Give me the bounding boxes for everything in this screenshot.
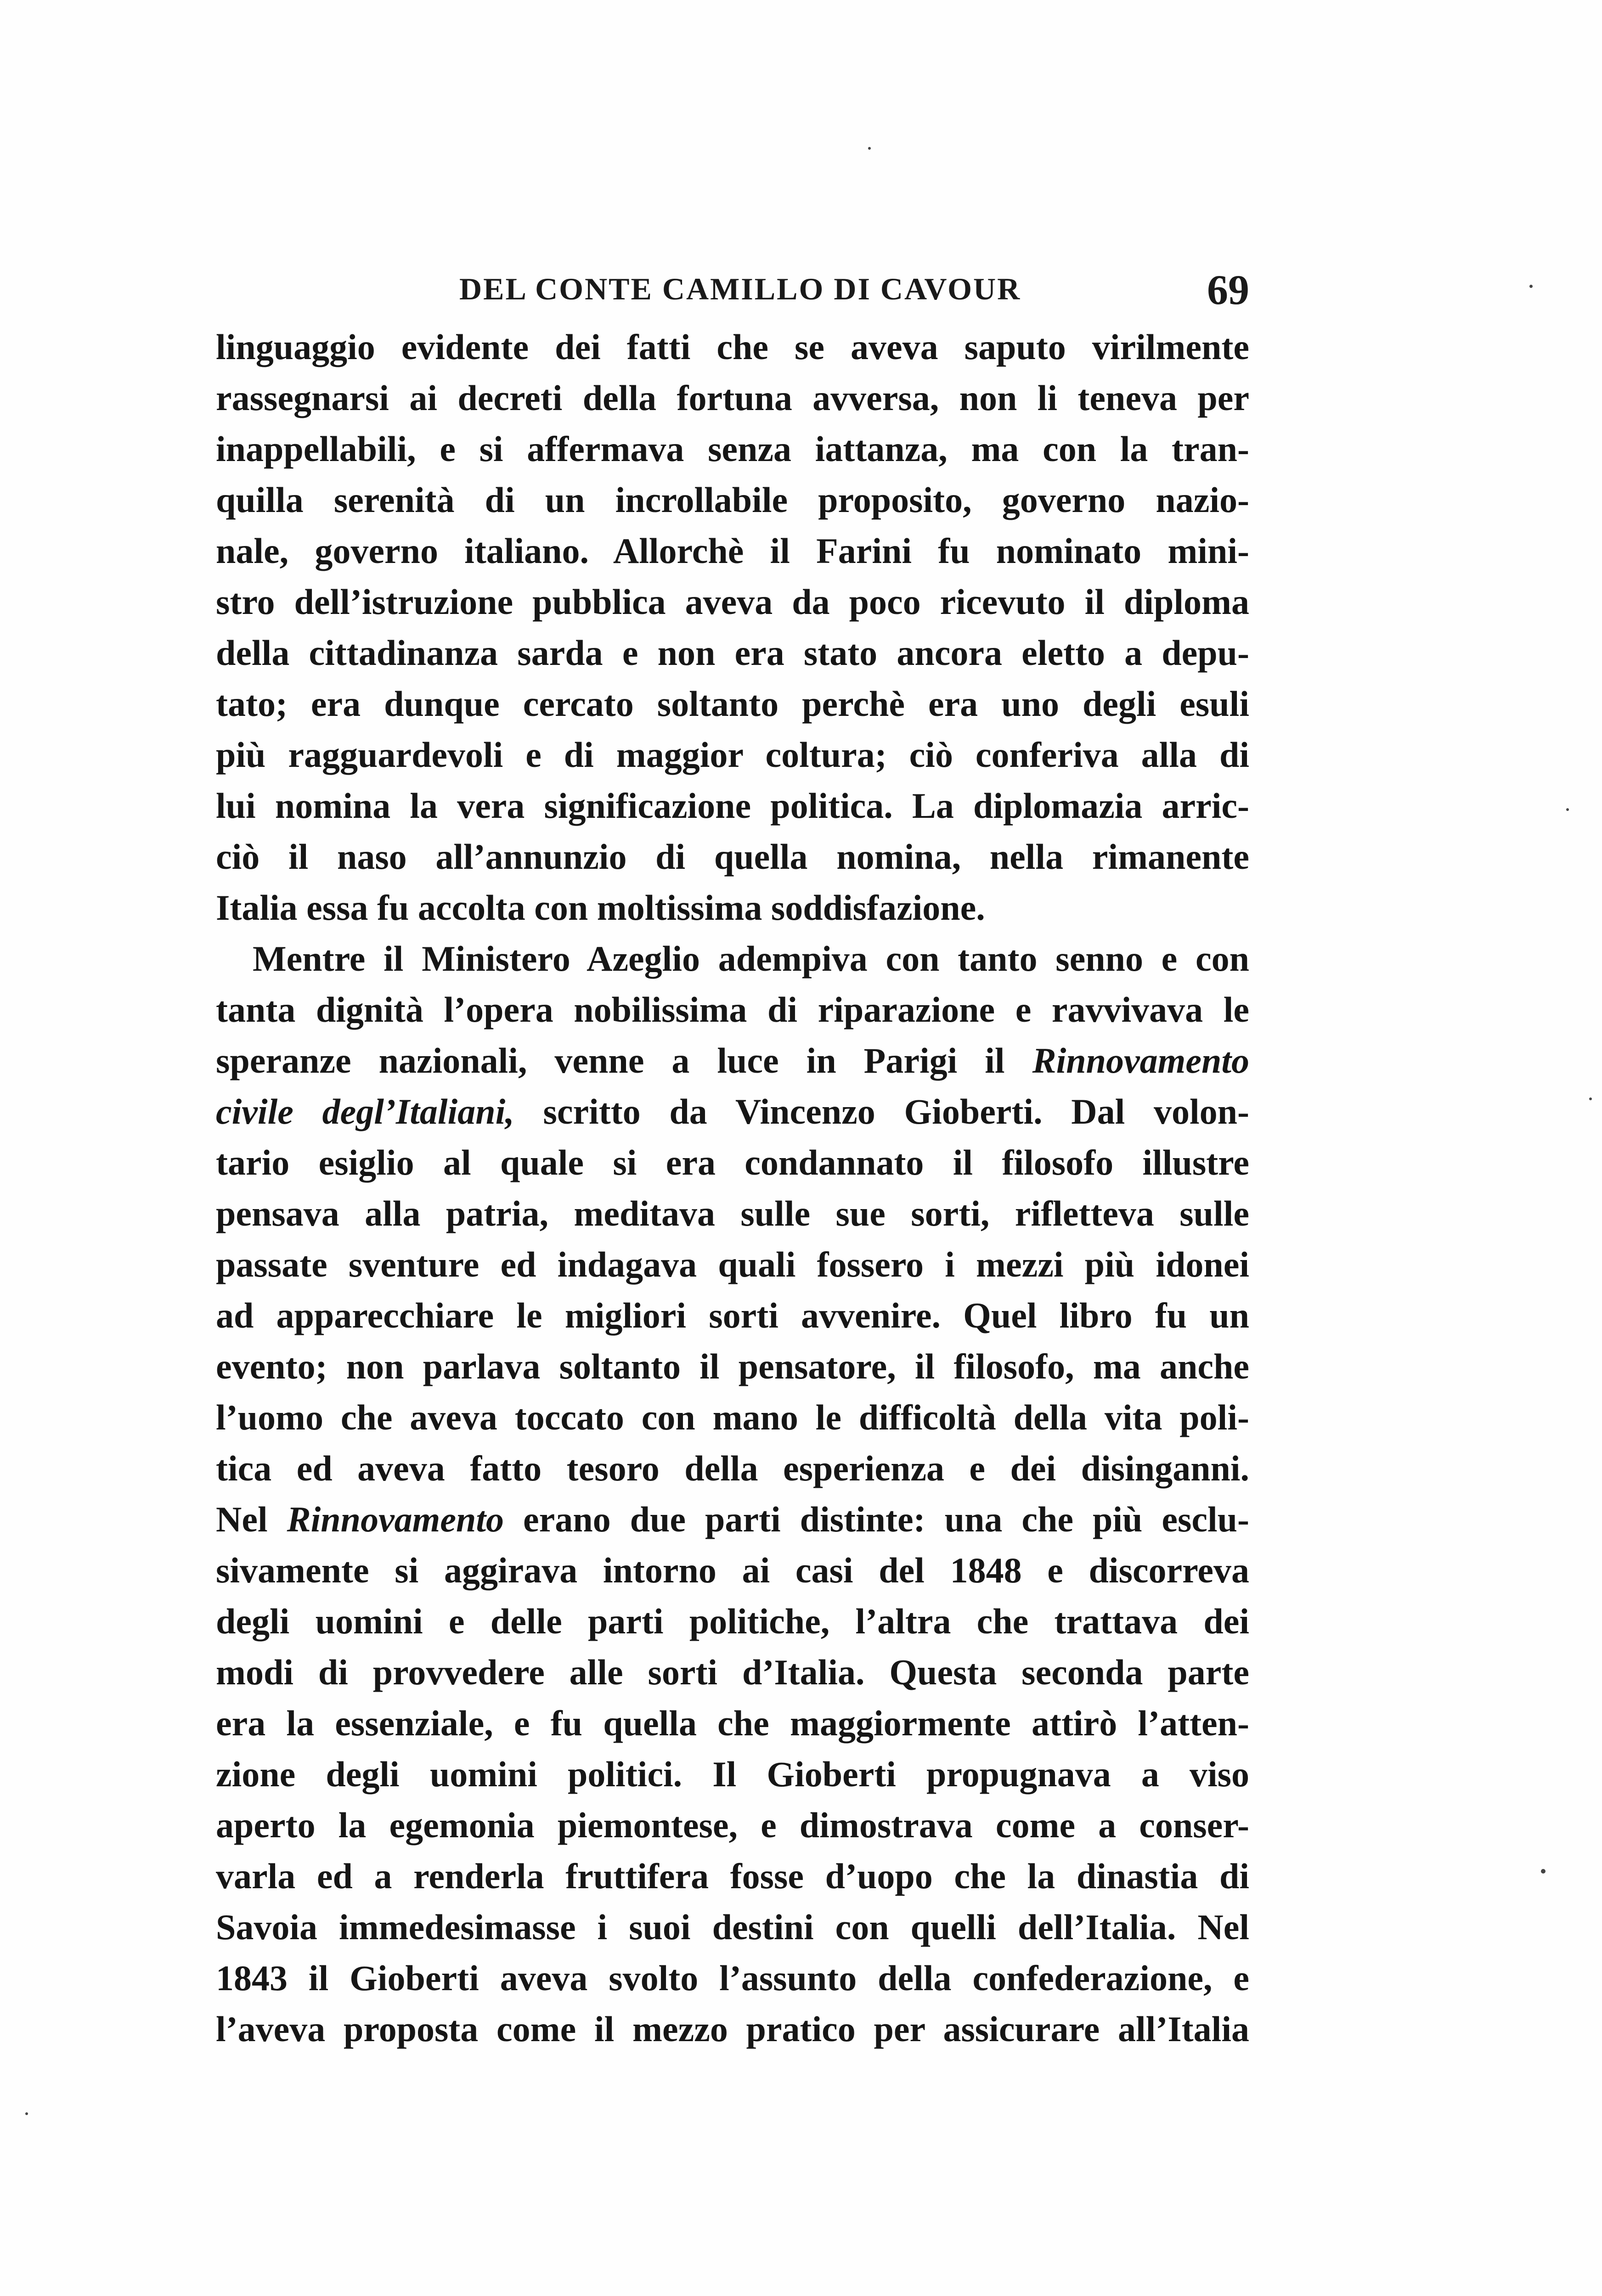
paper-speck bbox=[1541, 1869, 1546, 1874]
text-line: degli uomini e delle parti politiche, l’altra che trattava dei bbox=[216, 1601, 1249, 1641]
paper-speck bbox=[25, 2112, 28, 2115]
book-title: civile degl’Italiani, bbox=[216, 1092, 514, 1131]
body-text bbox=[216, 321, 1249, 2054]
paper-speck bbox=[868, 147, 871, 150]
text-line: speranze nazionali, venne a luce in Parigi il Rinnovamento bbox=[216, 1041, 1249, 1080]
text-line: 1843 il Gioberti aveva svolto l’assunto della confederazione, e bbox=[216, 1958, 1249, 1998]
text-line: tanta dignità l’opera nobilissima di riparazione e ravvivava le bbox=[216, 990, 1249, 1030]
page-header bbox=[216, 266, 1249, 321]
text-line: quilla serenità di un incrollabile proposito, governo nazio- bbox=[216, 480, 1249, 520]
text-line: varla ed a renderla fruttifera fosse d’uopo che la dinastia di bbox=[216, 1856, 1249, 1896]
text-line: nale, governo italiano. Allorchè il Farini fu nominato mini- bbox=[216, 531, 1249, 571]
text-line: passate sventure ed indagava quali fossero i mezzi più idonei bbox=[216, 1244, 1249, 1284]
text-line: zione degli uomini politici. Il Gioberti propugnava a viso bbox=[216, 1754, 1249, 1794]
text-line: aperto la egemonia piemontese, e dimostrava come a conser- bbox=[216, 1805, 1249, 1845]
page-number: 69 bbox=[1207, 266, 1249, 313]
text-line: evento; non parlava soltanto il pensatore, il filosofo, ma anche bbox=[216, 1346, 1249, 1386]
text-line: più ragguardevoli e di maggior coltura; ciò conferiva alla di bbox=[216, 735, 1249, 775]
text-line: tica ed aveva fatto tesoro della esperienza e dei disinganni. bbox=[216, 1448, 1249, 1488]
text-line: lui nomina la vera significazione politica. La diplomazia arric- bbox=[216, 786, 1249, 826]
text-line: tario esiglio al quale si era condannato il filosofo illustre bbox=[216, 1142, 1249, 1182]
text-line: Nel Rinnovamento erano due parti distinte: una che più esclu- bbox=[216, 1499, 1249, 1539]
text-line: l’uomo che aveva toccato con mano le difficoltà della vita poli- bbox=[216, 1397, 1249, 1437]
text-line: della cittadinanza sarda e non era stato ancora eletto a depu- bbox=[216, 633, 1249, 673]
text-line: sivamente si aggirava intorno ai casi del 1848 e discorreva bbox=[216, 1550, 1249, 1590]
text-line: civile degl’Italiani, scritto da Vincenzo Gioberti. Dal volon- bbox=[216, 1092, 1250, 1131]
text-line: pensava alla patria, meditava sulle sue sorti, rifletteva sulle bbox=[216, 1193, 1249, 1233]
text-line: tato; era dunque cercato soltanto perchè era uno degli esuli bbox=[216, 684, 1249, 724]
text-line: stro dell’istruzione pubblica aveva da poco ricevuto il diploma bbox=[216, 582, 1249, 622]
running-title: DEL CONTE CAMILLO DI CAVOUR bbox=[459, 271, 1021, 306]
text-line: Italia essa fu accolta con moltissima soddisfazione. bbox=[216, 888, 985, 928]
text-line: modi di provvedere alle sorti d’Italia. Questa seconda parte bbox=[216, 1652, 1249, 1692]
text-line: Savoia immedesimasse i suoi destini con quelli dell’Italia. Nel bbox=[216, 1907, 1249, 1947]
text-line: inappellabili, e si affermava senza iattanza, ma con la tran- bbox=[216, 429, 1249, 469]
text-line: rassegnarsi ai decreti della fortuna avversa, non li teneva per bbox=[216, 378, 1249, 418]
paper-speck bbox=[1529, 285, 1533, 288]
text-line: ciò il naso all’annunzio di quella nomina, nella rimanente bbox=[216, 837, 1249, 877]
text-line: ad apparecchiare le migliori sorti avvenire. Quel libro fu un bbox=[216, 1295, 1249, 1335]
text-line: l’aveva proposta come il mezzo pratico per assicurare all’Italia bbox=[216, 2009, 1249, 2049]
text-line: Mentre il Ministero Azeglio adempiva con tanto senno e con bbox=[253, 939, 1249, 979]
book-title: Rinnovamento bbox=[1032, 1041, 1249, 1080]
paper-speck bbox=[1589, 1097, 1592, 1100]
book-title: Rinnovamento bbox=[287, 1499, 504, 1539]
paper-speck bbox=[1566, 808, 1569, 811]
text-line: era la essenziale, e fu quella che maggiormente attirò l’atten- bbox=[216, 1703, 1249, 1743]
text-line: linguaggio evidente dei fatti che se aveva saputo virilmente bbox=[216, 327, 1249, 367]
